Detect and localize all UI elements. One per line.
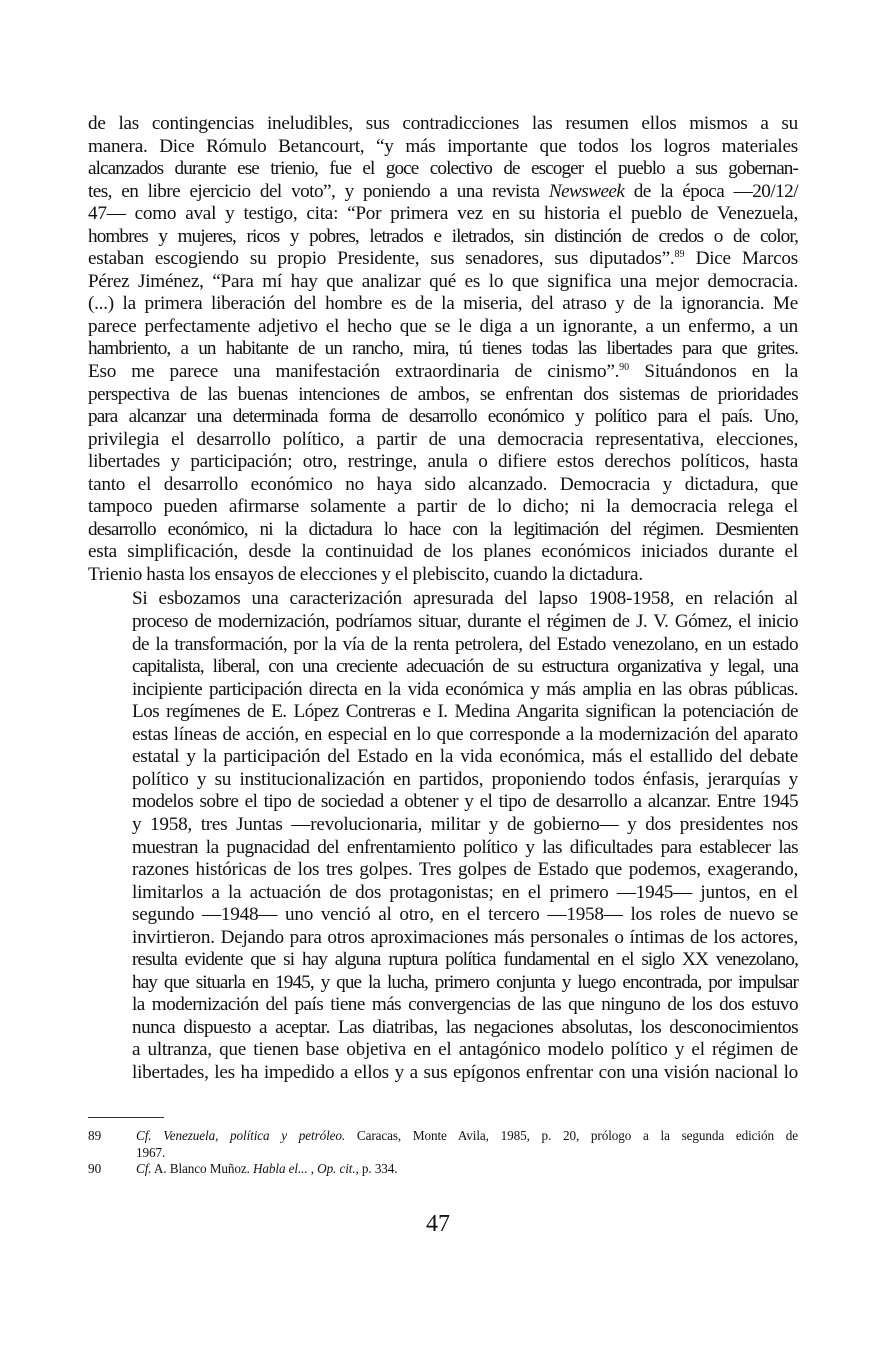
text-line: esta simplificación, desde la continuidad de los planes económicos iniciados durante el	[88, 541, 798, 563]
body-paragraph-1	[88, 113, 798, 586]
cited-title: Venezuela, política y petróleo.	[163, 1128, 346, 1143]
footnote-number: 90	[88, 1161, 102, 1176]
footnote-text	[136, 1161, 798, 1178]
text-line: modelos sobre el tipo de sociedad a obtener y el tipo de desarrollo a alcanzar. Entre 1945	[132, 791, 798, 813]
text-line: tanto el desarrollo económico no haya sido alcanzado. Democracia y dictadura, que	[88, 473, 798, 495]
body-paragraph-2	[88, 588, 798, 1084]
magazine-title: Newsweek	[548, 180, 625, 202]
cf-abbrev: Cf.	[136, 1128, 152, 1143]
text-line: político y su institucionalización en partidos, proponiendo todos énfasis, jerarquías y	[132, 768, 798, 790]
text-line: estatal y la participación del Estado en la vida económica, más el estallido del debate	[132, 746, 798, 768]
text-line: hambriento, a un habitante de un rancho, mira, tú tienes todas las libertades para que grites.	[88, 338, 798, 360]
text-line: invirtieron. Dejando para otros aproximaciones más personales o íntimas de los actores,	[132, 926, 798, 948]
footnote-number: 89	[88, 1128, 102, 1143]
footnote-separator	[88, 1117, 164, 1118]
line-segment: Eso me parece una manifestación extraordinaria de cinismo”.	[88, 361, 620, 383]
footnote-line: 1967.	[136, 1144, 166, 1160]
cited-title: Habla el...	[252, 1161, 308, 1176]
text-line: libertades y participación; otro, restringe, anula o difiere estos derechos políticos, hasta	[88, 451, 798, 473]
text-line: resulta evidente que si hay alguna ruptura política fundamental en el siglo XX venezolano,	[132, 949, 798, 971]
text-line: Si esbozamos una caracterización apresurada del lapso 1908-1958, en relación al	[132, 588, 798, 610]
footnote-90	[88, 1161, 798, 1178]
text-line: a ultranza, que tienen base objetiva en el antagónico modelo político y el régimen de	[132, 1039, 798, 1061]
cf-abbrev: Cf.	[136, 1161, 152, 1176]
footnote-line	[136, 1128, 798, 1145]
text-line: la modernización del país tiene más convergencias de las que ninguno de los dos estuvo	[132, 994, 798, 1016]
footnote-text	[136, 1128, 798, 1161]
citation-details: , p. 334.	[355, 1161, 398, 1176]
text-line: 47— como aval y testigo, cita: “Por primera vez en su historia el pueblo de Venezuela,	[88, 203, 798, 225]
citation-details: Caracas, Monte Avila, 1985, p. 20, prólogo a la segunda edición de	[345, 1128, 798, 1143]
text-line: manera. Dice Rómulo Betancourt, “y más importante que todos los logros materiales	[88, 135, 798, 157]
text-line: nunca dispuesto a aceptar. Las diatribas, las negaciones absolutas, los desconocimientos	[132, 1016, 798, 1038]
page-number: 47	[426, 1211, 450, 1237]
text-line: Trienio hasta los ensayos de elecciones y el plebiscito, cuando la dictadura.	[88, 563, 643, 585]
footnote-ref-89[interactable]: 89	[674, 249, 685, 261]
text-line: limitarlos a la actuación de dos protagonistas; en el primero —1945— juntos, en el	[132, 881, 798, 903]
text-line: capitalista, liberal, con una creciente adecuación de su estructura organizativa y legal, una	[132, 656, 798, 678]
line-segment: Situándonos en la	[629, 361, 799, 383]
text-line: proceso de modernización, podríamos situar, durante el régimen de J. V. Gómez, el inicio	[132, 611, 798, 633]
text-line: privilegia el desarrollo político, a partir de una democracia representativa, elecciones,	[88, 428, 798, 450]
text-line: perspectiva de las buenas intenciones de ambos, se enfrentan dos sistemas de prioridades	[88, 383, 798, 405]
line-segment: estaban escogiendo su propio Presidente, sus senadores, sus diputados”.	[88, 248, 675, 270]
op-cit: Op. cit.	[317, 1161, 356, 1176]
document-page	[88, 113, 798, 1085]
footnote-89	[88, 1128, 798, 1161]
text-line: segundo —1948— uno venció al otro, en el tercero —1958— los roles de nuevo se	[132, 904, 798, 926]
text-line: de la transformación, por la vía de la renta petrolera, del Estado venezolano, en un estado	[132, 633, 798, 655]
text-line: muestran la pugnacidad del enfrentamiento político y las dificultades para establecer las	[132, 836, 798, 858]
text-line: incipiente participación directa en la vida económica y más amplia en las obras públicas.	[132, 678, 798, 700]
text-line: hombres y mujeres, ricos y pobres, letrados e iletrados, sin distinción de credos o de color,	[88, 225, 798, 247]
footnote-ref-90[interactable]: 90	[619, 362, 630, 374]
text-line: parece perfectamente adjetivo el hecho que se le diga a un ignorante, a un enfermo, a un	[88, 315, 798, 337]
text-line: tampoco pueden afirmarse solamente a partir de lo dicho; ni la democracia relega el	[88, 496, 798, 518]
line-segment: Dice Marcos	[684, 248, 798, 270]
separator: ,	[307, 1161, 318, 1176]
text-line: alcanzados durante ese trienio, fue el goce colectivo de escoger el pueblo a sus gobernan-	[88, 158, 798, 180]
text-line: para alcanzar una determinada forma de desarrollo económico y político para el país. Uno,	[88, 406, 798, 428]
footnotes	[88, 1128, 798, 1178]
line-segment: tes, en libre ejercicio del voto”, y poniendo a una revista	[88, 180, 549, 202]
text-line: y 1958, tres Juntas —revolucionaria, militar y de gobierno— y dos presidentes nos	[132, 813, 798, 835]
text-line: Los regímenes de E. López Contreras e I. Medina Angarita significan la potenciación de	[132, 701, 798, 723]
cited-author: A. Blanco Muñoz.	[151, 1161, 253, 1176]
text-line: razones históricas de los tres golpes. Tres golpes de Estado que podemos, exagerando,	[132, 859, 798, 881]
text-line: libertades, les ha impedido a ellos y a sus epígonos enfrentar con una visión nacional lo	[132, 1061, 798, 1083]
text-line: desarrollo económico, ni la dictadura lo hace con la legitimación del régimen. Desmienten	[88, 518, 798, 540]
text-line: estas líneas de acción, en especial en lo que corresponde a la modernización del aparato	[132, 723, 798, 745]
line-segment: de la época —20/12/	[624, 180, 798, 202]
text-line	[88, 248, 798, 271]
text-line: hay que situarla en 1945, y que la lucha, primero conjunta y luego encontrada, por impulsar	[132, 971, 798, 993]
text-line: Pérez Jiménez, “Para mí hay que analizar qué es lo que significa una mejor democracia.	[88, 270, 798, 292]
text-line: (...) la primera liberación del hombre es de la miseria, del atraso y de la ignorancia. Me	[88, 293, 798, 315]
text-line	[88, 181, 798, 204]
text-line: de las contingencias ineludibles, sus contradicciones las resumen ellos mismos a su	[88, 113, 798, 134]
text-line	[88, 361, 798, 384]
